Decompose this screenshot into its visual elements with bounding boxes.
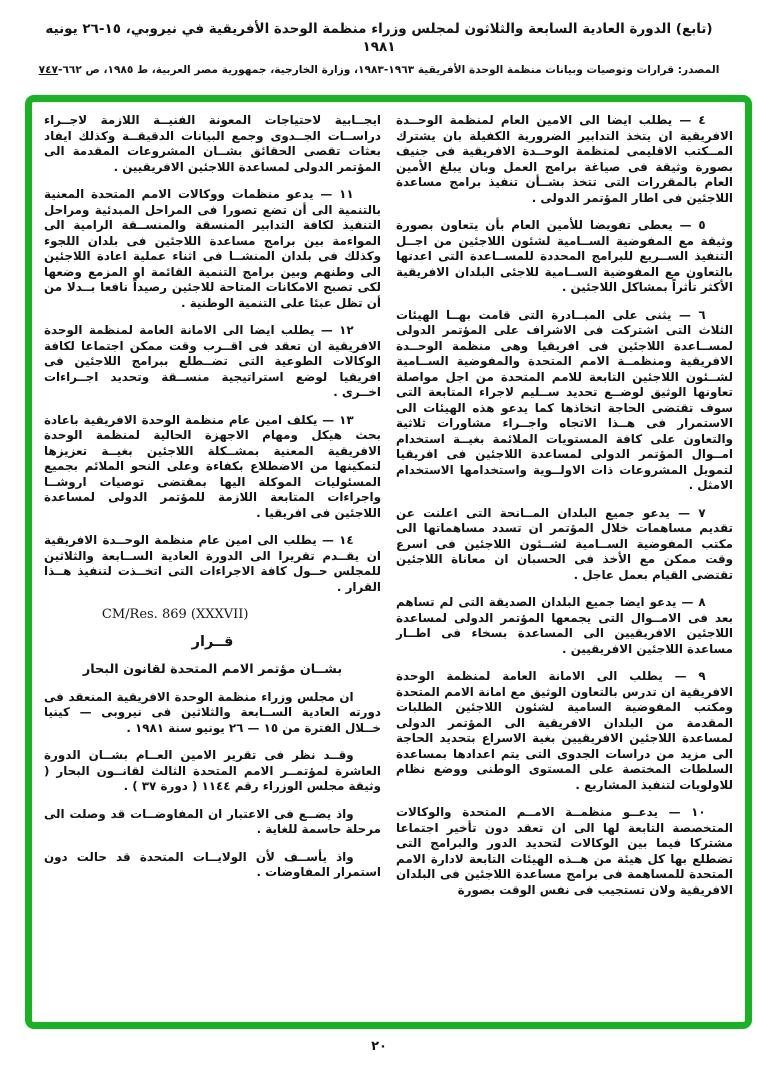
column-left [44,113,381,1012]
resolution-paragraph-13: ١٣ — يكلف امين عام منظمة الوحدة الافريقية باعادة بحث هيكل ومهام الاجهزة الحالية لمنظمة الوحدة الافريقية المعنية بمشــكلة اللاجئين بغيــة تعزيزها لتمكينها من الاضطلاع بكفاءة وعلى النحو الملائم بجميع المسئوليات الموكلة اليها بمقتضى توصيات اروشــا واجراءات المتابعة اللازمة للمؤتمر الدولى لمساعدة اللاجئين فى افريقيا . [44,412,381,520]
resolution-paragraph-9: ٩ — يطلب الى الامانة العامة لمنظمة الوحدة الافريقية ان تدرس بالتعاون الوثيق مع امانة الامم المتحدة ومكتب المفوضية السامية لشئون اللاجئين الطلبات المقدمة من البلدان الافريقية الى المؤتمر الدولى لمساعدة اللاجئين الافريقيين بغية الاسراع بتحديد الحاجة الى مزيد من دراسات الجدوى التى يتم اعدادها بمساعدة السلطات المختصة على المستوى الوطنى ووضع نظام للاولويات لتنفيذ المشاريع . [396,669,733,792]
resolution-paragraph-14: ١٤ — يطلب الى امين عام منظمة الوحــدة الافريقية ان يقــدم تقريرا الى الدورة العادية الســابعة والثلاثين للمجلس حــول كافة الاجراءات التى اتخــذت لتنفيذ هــذا القرار . [44,533,381,594]
column-right [396,113,733,1012]
source-pages: ٧٤٧ [38,64,59,77]
resolution-paragraph-4: ٤ — يطلب ايضا الى الامين العام لمنظمة الوحــدة الافريقية ان يتخذ التدابير الضرورية الكفيلة بان يشترك المــكتب الاقليمى لمنظمة الوحــدة الافريقية فى جنيف بصورة وثيقة فى صياغة برامج العمل وبان يبلغ الأمين العام بالمقررات التى تتخذ بشــأن تنفيذ برامج مساعدة اللاجئين فى اطار المؤتمر الدولى . [396,113,733,205]
resolution-paragraph-12: ١٢ — يطلب ايضا الى الامانة العامة لمنظمة الوحدة الافريقية ان تعقد فى اقــرب وقت ممكن اجتماعا لكافة الوكالات الطوعية التى تضــطلع ببرامج اللاجئين فى افريقيا لوضع استراتيجية منســقة وتحديد اجــراءات اخــرى . [44,323,381,399]
page-number: ٢٠ [371,1039,387,1054]
resolution-title: قــرار [191,633,234,650]
resolution-paragraph-7: ٧ — يدعو جميع البلدان المــانحة التى اعلنت عن تقديم مساهمات خلال المؤتمر ان تسدد مساهماتها الى مكتب المفوضية الســامية لشــئون اللاجئين فى اسرع وقت ممكن مع الأخذ فى الحسبان ان معاناة اللاجئين تقتضى القيام بعمل عاجل . [396,505,733,582]
resolution-paragraph-5: ٥ — يعطى تفويضا للأمين العام بأن يتعاون بصورة وثيقة مع المفوضية الســامية لشئون اللاجئين من اجــل التنفيذ الســريع للبرامج المحددة للمســاعدة التى اعدتها بالتعاون مع المفوضية الســامية للاجئى البلدان الافريقية الأكثر تأثراً بمشاكل اللاجئين . [396,218,733,294]
resolution-preamble-1: ان مجلس وزراء منظمة الوحدة الافريقية المنعقد فى دورته العادية الســابعة والثلاثين فى نيروبى — كينيا خــلال الفترة من ١٥ — ٢٦ يونيو سنة ١٩٨١ . [44,689,381,735]
resolution-preamble-3: واذ يضــع فى الاعتبار ان المفاوضــات قد وصلت الى مرحلة حاسمة للغاية . [44,806,381,836]
two-column-layout [44,113,733,1012]
resolution-paragraph-11: ١١ — يدعو منظمات ووكالات الامم المتحدة المعنية بالتنمية الى أن تضع تصورا فى المراحل المبدئية ومراحل التنفيذ لكافة التدابير المنسقة والمنســقة الرامية الى المواءمة بين برامج مساعدة اللاجئين فى بلدان اللجوء وكذلك فى بلدان المنشــا فى اثناء عملية اعادة اللاجئين الى وطنهم وبين برامج التنمية القائمة او المزمع وضعها لكى تصبح الامكانات المتاحة للاجئين رصيداً نافعا بــدلا من أن تظل عبئا على التنمية الوطنية . [44,187,381,310]
resolution-paragraph-10: ١٠ — يدعــو منظمــة الامــم المتحدة والوكالات المتخصصة التابعة لها الى ان تعقد دون تأخير اجتماعا مشتركا فيما بين الوكالات لتحديد الدور والبرامج التى تضطلع بها كل هيئة من هــذه الهيئات التابعة لادارة الامم المتحدة للمساهمة فى برامج مساعدة اللاجئين فى البلدان الافريقية ولان تستجيب فى نفس الوقت بصورة [396,805,733,897]
page-header [30,20,728,76]
source-text: المصدر: قرارات وتوصيات وبيانات منظمة الوحدة الأفريقية ١٩٦٣-١٩٨٣، وزارة الخارجية، جمهورية مصر العربية، ط ١٩٨٥، ص ٦٦٢- [58,64,720,77]
resolution-paragraph-6: ٦ — يثنى على المبــادرة التى قامت بهــا الهيئات الثلاث التى اشتركت فى الاشراف على المؤتمر الدولى لمســاعدة اللاجئين فى افريقيا وهى منظمة الوحــدة الافريقية ومنظمــة الامم المتحدة والمفوضية الســامية لشــئون اللاجئين التابعة للامم المتحدة من اجل مواصلة تعاونها الوثيق لوضــع تحديد ســليم لاجراء المتابعة التى سوف تقتضى الحاجة اتخاذها كما يدعو هذه الهيئات الى الاستمرار فى هــذا الاتجاه واجــراء مشاورات ثلاثية والتعاون على كافة المستويات الملائمة بغيــة استخدام امــوال المؤتمر الدولى لمساعدة اللاجئين فى افريقيا لتمويل المشروعات ذات الاولــوية واستخدامها الاستخدام الامثل . [396,307,733,492]
resolution-paragraph-8: ٨ — يدعو ايضا جميع البلدان الصديقة التى لم تساهم بعد فى الامــوال التى يجمعها المؤتمر الدولى لمساعدة اللاجئين الافريقيين الى المساعدة بسخاء فى اطــار مساعدة اللاجئين الافريقيين . [396,595,733,656]
content-frame [25,95,752,1029]
resolution-preamble-4: واذ يأســف لأن الولايــات المتحدة قد حالت دون استمرار المفاوضات . [44,849,381,879]
resolution-ref: CM/Res. 869 (XXXVII) [101,607,249,622]
resolution-preamble-2: وقــد نظر فى تقرير الامين العــام بشــان الدورة العاشرة لمؤتمــر الامم المتحدة الثالث لقانــون البحار ( وثيقة مجلس الوزراء رقم ١١٤٤ ( دورة ٣٧ ) . [44,748,381,793]
resolution-subtitle: بشــان مؤتمر الامم المتحدة لقانون البحار [82,662,343,677]
session-title: (تابع) الدورة العادية السابعة والثلاثون لمجلس وزراء منظمة الوحدة الأفريقية في نيروبي، ١٥-٢٦ يونيه ١٩٨١ [45,21,713,56]
resolution-paragraph-10-continued: ايجــابية لاحتياجات المعونة الفنيــة اللازمة لاجــراء دراســات الجــدوى وجمع البيانات الدقيقــة وكذلك ايفاد بعثات تقصى الحقائق بشــان المشروعات المقدمة الى المؤتمر الدولى لمساعدة اللاجئين الافريقيين . [44,113,381,174]
source-line [30,64,728,76]
